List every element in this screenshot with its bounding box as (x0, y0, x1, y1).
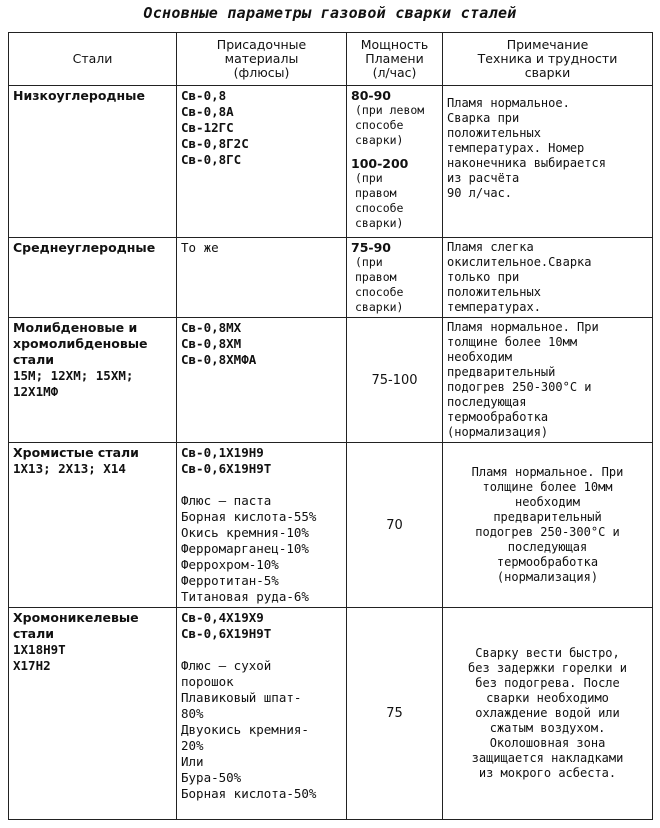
table-row (9, 608, 653, 820)
steel-name: Хромистые стали 1Х13; 2Х13; Х14 (9, 443, 177, 608)
table-row (9, 443, 653, 608)
flame-power: 70 (347, 443, 443, 608)
steel-name: Молибденовые и хромолибденовые стали 15М; 12ХМ; 15ХМ; 12Х1МФ (9, 318, 177, 443)
table-row (9, 238, 653, 318)
header-materials: Присадочные материалы (флюсы) (177, 33, 347, 86)
flame-power: 80-90 (при левом способе сварки) 100-200 (при правом способе сварки) (347, 86, 443, 238)
page-title: Основные параметры газовой сварки сталей (143, 4, 517, 22)
filler-materials: То же (177, 238, 347, 318)
table-row (9, 86, 653, 238)
filler-materials: Св-0,8 Св-0,8А Св-12ГС Св-0,8Г2С Св-0,8ГС (177, 86, 347, 238)
header-note: Примечание Техника и трудности сварки (443, 33, 653, 86)
filler-materials: Св-0,1Х19Н9 Св-0,6Х19Н9Т Флюс – паста Борная кислота-55% Окись кремния-10% Ферромарганец-10% Феррохром-10% Ферротитан-5% Титановая руда-6% (177, 443, 347, 608)
header-row (9, 33, 653, 86)
steel-name: Хромоникелевые стали 1Х18Н9Т Х17Н2 (9, 608, 177, 820)
filler-materials: Св-0,4Х19Х9 Св-0,6Х19Н9Т Флюс – сухой порошок Плавиковый шпат- 80% Двуокись кремния- 20% Или Бура-50% Борная кислота-50% (177, 608, 347, 820)
flame-power: 75 (347, 608, 443, 820)
welding-note: Пламя нормальное. При толщине более 10мм необходим предварительный подогрев 250-300°С и последующая термообработка (нормализация) (443, 443, 653, 608)
header-power: Мощность Пламени (л/час) (347, 33, 443, 86)
flame-power: 75-90 (при правом способе сварки) (347, 238, 443, 318)
flame-power: 75-100 (347, 318, 443, 443)
welding-parameters-table (8, 32, 653, 820)
welding-note: Пламя нормальное. Сварка при положительных температурах. Номер наконечника выбирается из расчёта 90 л/час. (443, 86, 653, 238)
filler-materials: Св-0,8МХ Св-0,8ХМ Св-0,8ХМФА (177, 318, 347, 443)
header-steel: Стали (9, 33, 177, 86)
welding-note: Сварку вести быстро, без задержки горелки и без подогрева. После сварки необходимо охлаждение водой или сжатым воздухом. Околошовная зона защищается накладками из мокрого асбеста. (443, 608, 653, 820)
table-row (9, 318, 653, 443)
steel-name: Среднеуглеродные (9, 238, 177, 318)
welding-note: Пламя нормальное. При толщине более 10мм необходим предварительный подогрев 250-300°С и последующая термообработка (нормализация) (443, 318, 653, 443)
steel-name: Низкоуглеродные (9, 86, 177, 238)
welding-note: Пламя слегка окислительное.Сварка только при положительных температурах. (443, 238, 653, 318)
